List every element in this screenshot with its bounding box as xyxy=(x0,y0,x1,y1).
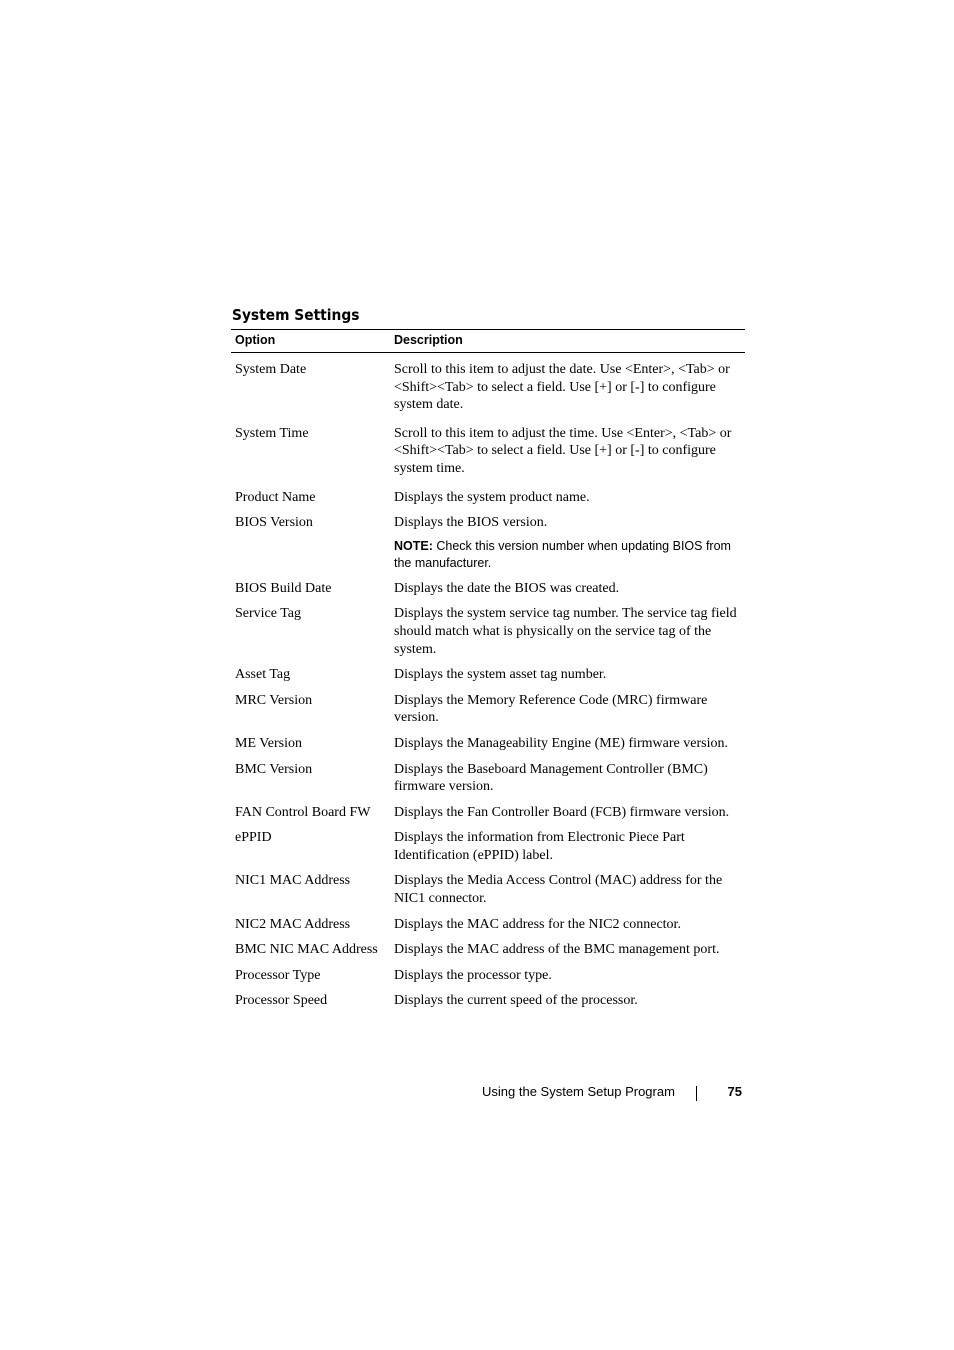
table-header-row xyxy=(231,330,745,353)
table-row xyxy=(231,757,745,800)
description-cell: Displays the Media Access Control (MAC) address for the NIC1 connector. xyxy=(394,873,723,907)
note-label: NOTE: xyxy=(394,538,433,553)
description-cell: Displays the information from Electronic Piece Part Identification (ePPID) label. xyxy=(394,830,685,863)
description-cell: Displays the system product name. xyxy=(394,489,590,505)
option-cell: BMC Version xyxy=(235,761,313,777)
description-cell: Displays the MAC address for the NIC2 connector. xyxy=(394,916,681,932)
option-cell: Product Name xyxy=(235,489,316,505)
description-cell: Displays the Memory Reference Code (MRC) firmware version. xyxy=(394,692,708,726)
description-cell: Displays the system asset tag number. xyxy=(394,667,607,683)
table-row xyxy=(231,825,745,868)
footer-divider xyxy=(696,1086,697,1101)
table-row xyxy=(231,731,745,757)
option-cell: ePPID xyxy=(235,830,272,846)
option-cell: ME Version xyxy=(235,735,303,751)
option-cell: BMC NIC MAC Address xyxy=(235,942,378,958)
description-text: Displays the BIOS version. xyxy=(394,515,548,531)
note xyxy=(394,538,741,572)
footer-chapter-title: Using the System Setup Program xyxy=(482,1084,675,1099)
description-cell: Displays the processor type. xyxy=(394,967,552,983)
option-cell: Service Tag xyxy=(235,606,302,622)
description-cell: Displays the Manageability Engine (ME) firmware version. xyxy=(394,735,728,751)
option-cell: Processor Speed xyxy=(235,993,328,1009)
description-cell: Displays the current speed of the processor. xyxy=(394,993,638,1009)
description-cell: Displays the Baseboard Management Controller (BMC) firmware version. xyxy=(394,761,708,795)
table-row xyxy=(231,601,745,662)
description-cell: Displays the Fan Controller Board (FCB) firmware version. xyxy=(394,804,730,820)
table-row xyxy=(231,912,745,938)
table-row xyxy=(231,421,745,485)
table-row xyxy=(231,937,745,963)
option-cell: BIOS Build Date xyxy=(235,580,332,596)
description-cell xyxy=(390,510,745,576)
table-row xyxy=(231,868,745,911)
page-number: 75 xyxy=(727,1084,742,1099)
option-cell: Asset Tag xyxy=(235,667,291,683)
note-text: Check this version number when updating BIOS from the manufacturer. xyxy=(394,538,731,570)
option-cell: MRC Version xyxy=(235,692,313,708)
description-cell: Displays the system service tag number. The service tag field should match what is physically on the service tag of the system. xyxy=(394,606,737,657)
table-row xyxy=(231,688,745,731)
description-cell: Displays the MAC address of the BMC management port. xyxy=(394,942,720,958)
table-row xyxy=(231,662,745,688)
description-cell: Scroll to this item to adjust the time. Use <Enter>, <Tab> or <Shift><Tab> to select a field. Use [+] or [-] to configure system time. xyxy=(394,425,732,476)
table-row xyxy=(231,576,745,602)
option-cell: NIC2 MAC Address xyxy=(235,916,351,932)
option-cell: NIC1 MAC Address xyxy=(235,873,351,889)
page-footer xyxy=(482,1084,744,1104)
table-row xyxy=(231,485,745,511)
option-cell: Processor Type xyxy=(235,967,321,983)
section-title: System Settings xyxy=(232,306,360,324)
table-row xyxy=(231,510,745,576)
description-cell: Scroll to this item to adjust the date. Use <Enter>, <Tab> or <Shift><Tab> to select a field. Use [+] or [-] to configure system date. xyxy=(394,362,730,413)
option-column-header: Option xyxy=(231,330,390,353)
table-row xyxy=(231,988,745,1014)
description-column-header: Description xyxy=(390,330,745,353)
system-settings-table xyxy=(231,329,745,1014)
description-cell: Displays the date the BIOS was created. xyxy=(394,580,620,596)
option-cell: System Date xyxy=(235,362,307,377)
table-row xyxy=(231,800,745,826)
option-cell: System Time xyxy=(235,425,309,441)
option-cell: BIOS Version xyxy=(235,515,313,531)
option-cell: FAN Control Board FW xyxy=(235,804,371,820)
table-row xyxy=(231,353,745,421)
table-row xyxy=(231,963,745,989)
